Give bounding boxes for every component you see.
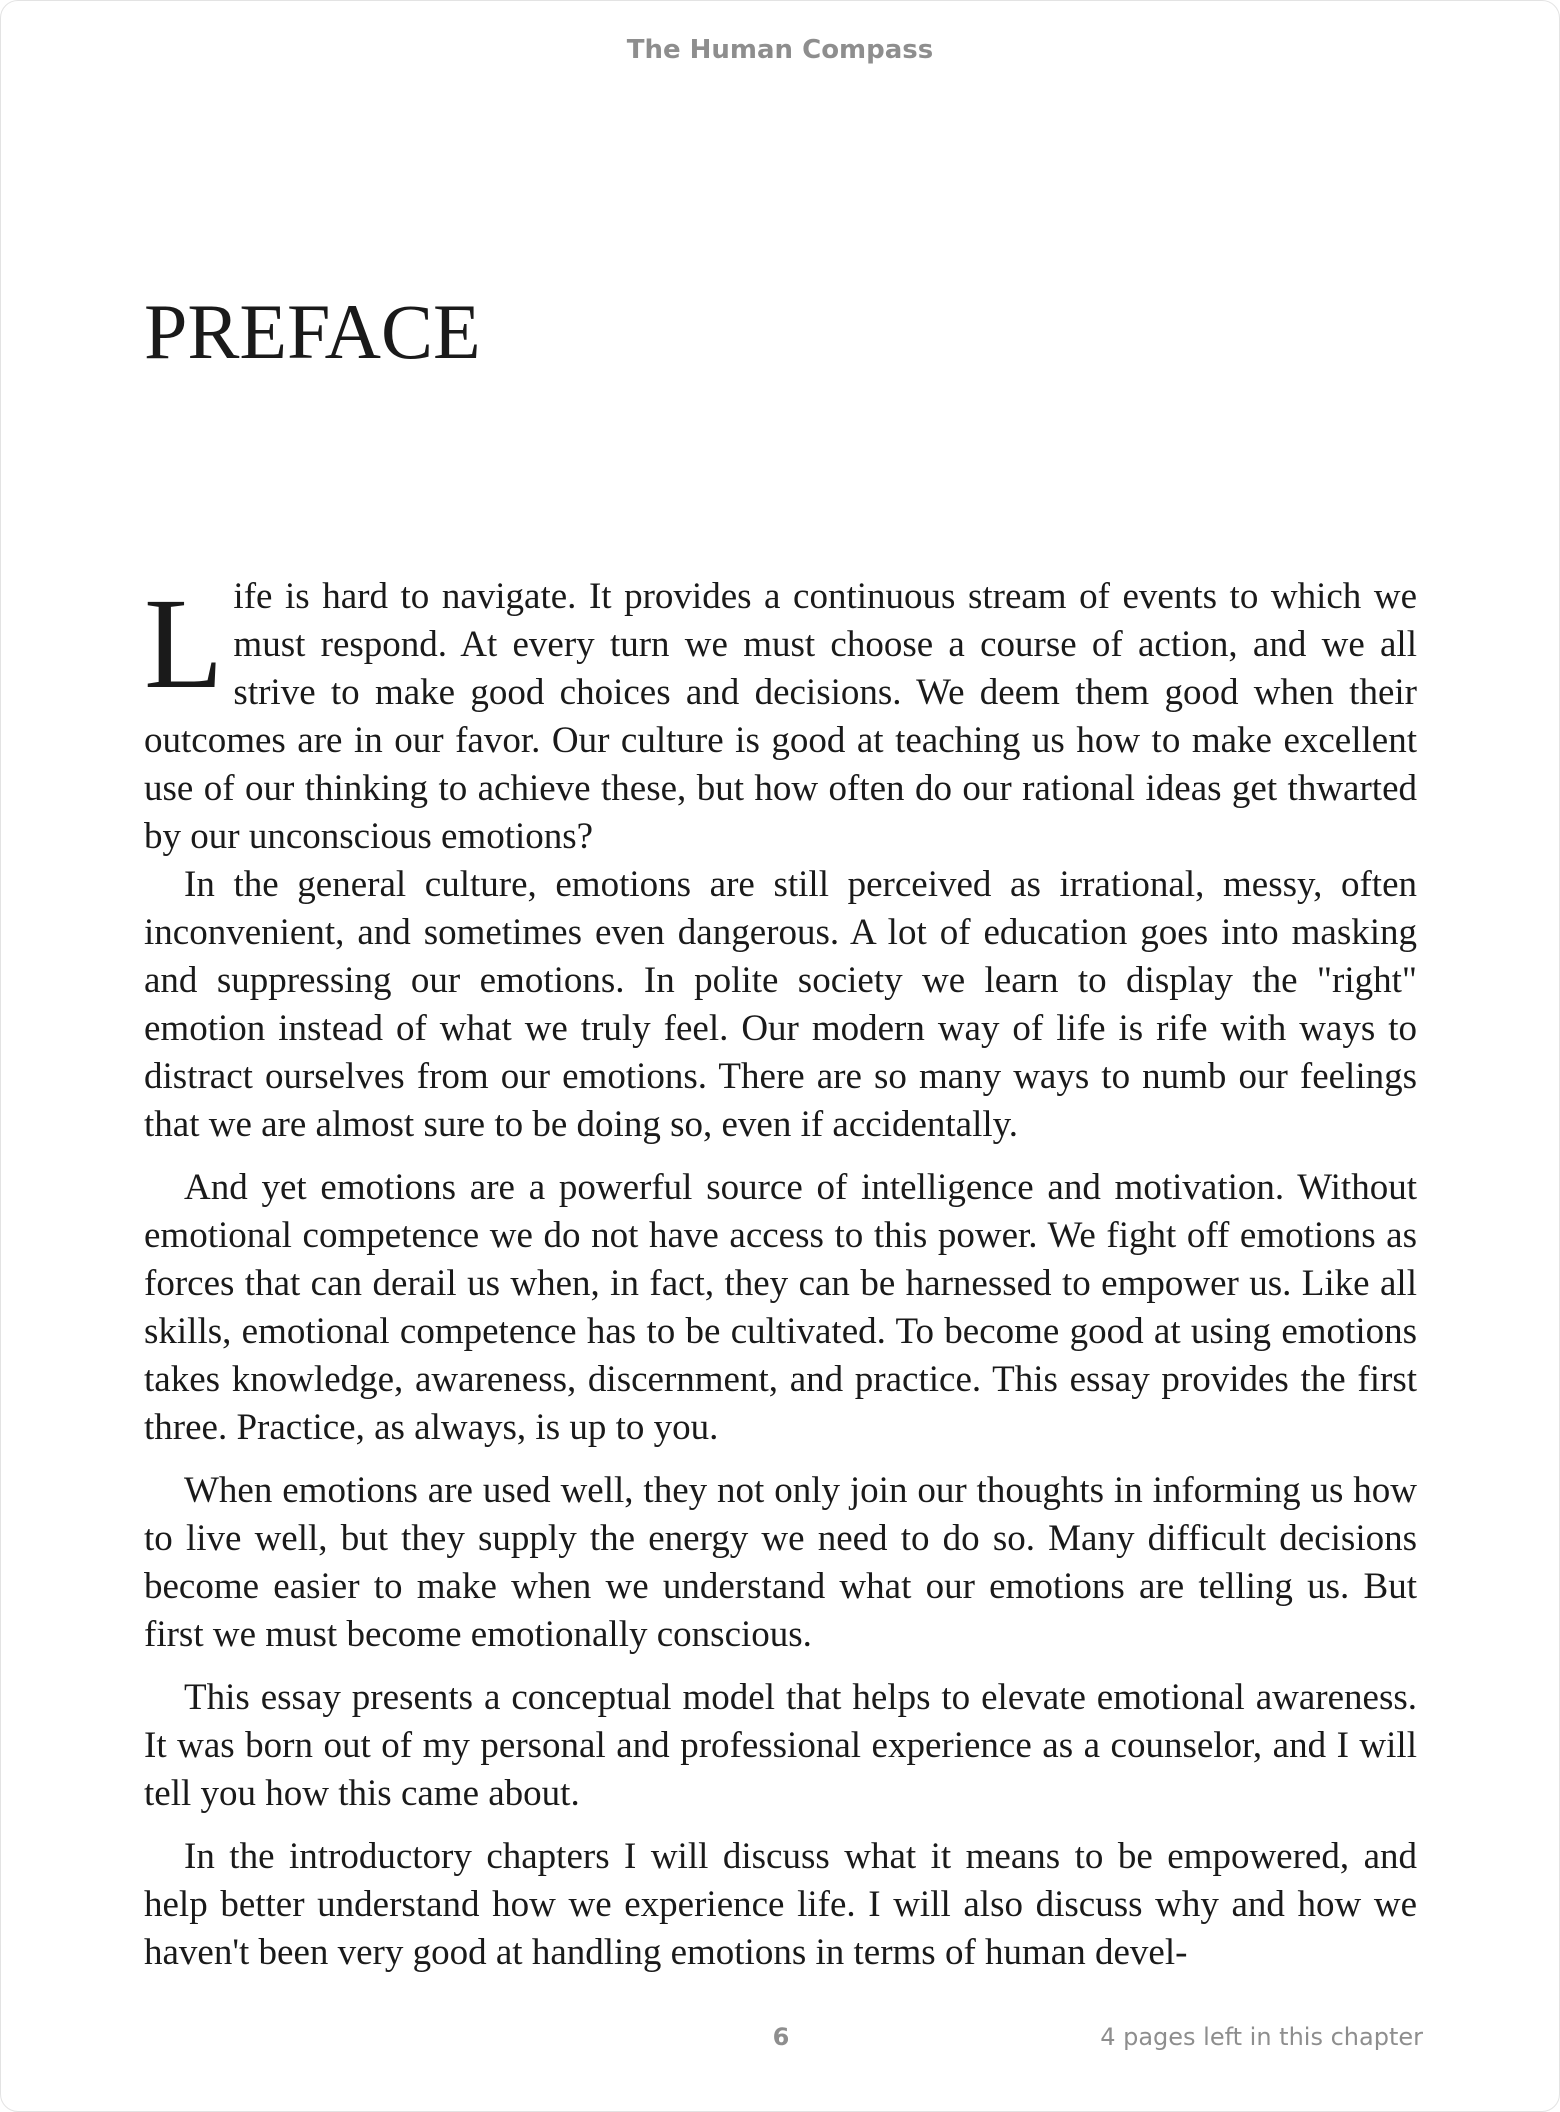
pages-left-indicator: 4 pages left in this chapter: [1100, 2023, 1423, 2051]
drop-cap: L: [144, 572, 224, 716]
page-text: [144, 573, 1417, 1992]
paragraph-1-text: ife is hard to navigate. It provides a continuous stream of events to which we must respond. At every turn we must choose a course of action, and we all strive to make good choices and decisions. We deem them good when their outcomes are in our favor. Our culture is good at teaching us how to make excellent use of our thinking to achieve these, but how often do our rational ideas get thwarted by our unconscious emotions?: [144, 576, 1417, 857]
book-title[interactable]: The Human Compass: [626, 35, 934, 65]
paragraph-5: This essay presents a conceptual model that helps to elevate emotional awareness. It was born out of my personal and professional experience as a counselor, and I will tell you how this came about.: [144, 1677, 1417, 1814]
paragraph-4: When emotions are used well, they not only join our thoughts in informing us how to live well, but they supply the energy we need to do so. Many difficult decisions become easier to make when we understand what our emotions are telling us. But first we must become emotionally conscious.: [144, 1470, 1417, 1655]
page-number: 6: [772, 2023, 790, 2051]
paragraph-2: In the general culture, emotions are still perceived as irrational, messy, often inconvenient, and sometimes even dangerous. A lot of education goes into masking and suppressing our emotions. In polite society we learn to display the "right" emotion instead of what we truly feel. Our modern way of life is rife with ways to distract ourselves from our emotions. There are so many ways to numb our feelings that we are almost sure to be doing so, even if accidentally.: [144, 864, 1417, 1145]
paragraph-6: In the introductory chapters I will discuss what it means to be empowered, and help better understand how we experience life. I will also discuss why and how we haven't been very good at handling emotions in terms of human devel-: [144, 1836, 1417, 1973]
chapter-heading: PREFACE: [144, 288, 481, 375]
paragraph-1: [144, 573, 1417, 861]
paragraph-3: And yet emotions are a powerful source of intelligence and motivation. Without emotional competence we do not have access to this power. We fight off emotions as forces that can derail us when, in fact, they can be harnessed to empower us. Like all skills, emotional competence has to be cultivated. To become good at using emotions takes knowledge, awareness, discernment, and practice. This essay provides the first three. Practice, as always, is up to you.: [144, 1167, 1417, 1448]
